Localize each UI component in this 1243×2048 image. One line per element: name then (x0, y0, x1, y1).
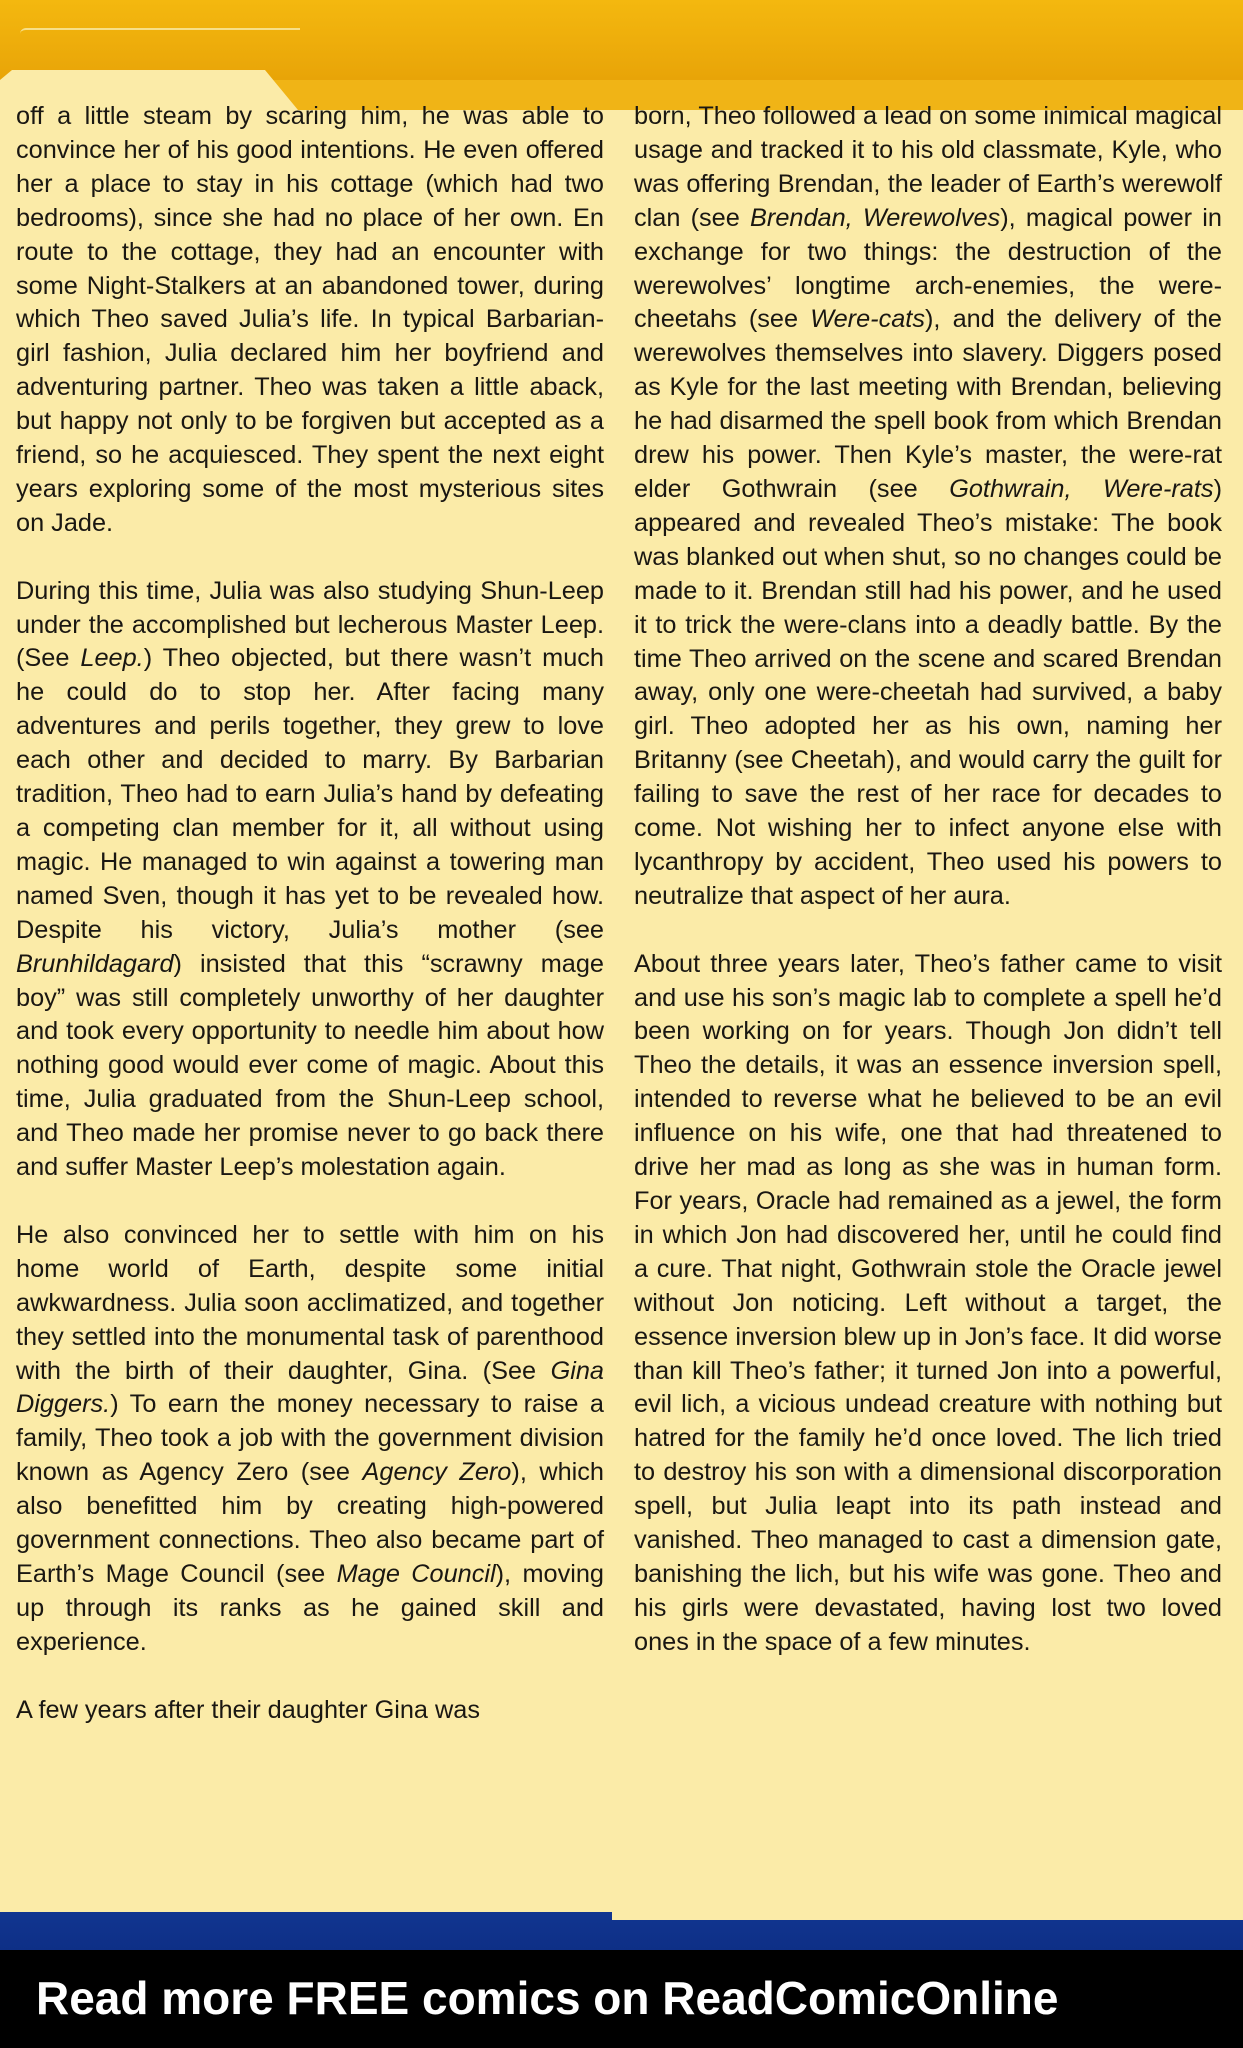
left-paragraph-4 (16, 1694, 604, 1728)
right-paragraph-1 (634, 100, 1222, 914)
text-run: ) insisted that this “scrawny mage boy” was still completely unworthy of her daughter and took every opportunity to needle him about how nothing good would ever come of magic. About this time, Julia graduated from the Shun-Leep school, and Theo made her promise never to go back there and suffer Master Leep’s molestation again. (16, 949, 604, 1182)
italic-reference: Gina Diggers. (16, 1356, 604, 1419)
text-run: born, Theo followed a lead on some inimical magical usage and tracked it to his old classmate, Kyle, who was offering Brendan, the leader of Earth’s werewolf clan (see (634, 102, 1222, 232)
italic-reference: Gothwrain, Were-rats (949, 474, 1214, 503)
text-run: A few years after their daughter Gina was (16, 1695, 481, 1724)
text-run: ), which also benefitted him by creating high-powered government connections. Theo also became part of Earth’s Mage Council (see (16, 1458, 605, 1588)
text-run: ) To earn the money necessary to raise a family, Theo took a job with the government division known as Agency Zero (see (16, 1390, 604, 1487)
italic-reference: Leep. (80, 644, 144, 673)
text-run: ) appeared and revealed Theo’s mistake: The book was blanked out when shut, so no changes could be made to it. Brendan still had his power, and he used it to trick the were-clans into a deadly battle. By the time Theo arrived on the scene and scared Brendan away, only one were-cheetah had survived, a baby girl. Theo adopted her as his own, naming her Britanny (see Cheetah), and would carry the guilt for failing to save the rest of her race for decades to come. Not wishing her to infect anyone else with lycanthropy by accident, Theo used his powers to neutralize that aspect of her aura. (634, 474, 1222, 910)
left-paragraph-3 (16, 1219, 604, 1660)
page-tab (20, 28, 300, 80)
italic-reference: Brendan, Werewolves (750, 203, 1001, 232)
left-column (16, 100, 604, 1727)
italic-reference: Brunhildagard (16, 949, 174, 978)
text-run: ), magical power in exchange for two things: the destruction of the werewolves’ longtime arch-enemies, the were-cheetahs (see (634, 203, 1222, 334)
right-column (634, 100, 1222, 1660)
italic-reference: Mage Council (336, 1559, 496, 1588)
text-run: ), and the delivery of the werewolves themselves into slavery. Diggers posed as Kyle for the last meeting with Brendan, believing he had disarmed the spell book from which Brendan drew his power. Then Kyle’s master, the were-rat elder Gothwrain (see (634, 305, 1223, 503)
italic-reference: Agency Zero (362, 1458, 512, 1487)
text-run: off a little steam by scaring him, he was able to convince her of his good intentions. He even offered her a place to stay in his cottage (which had two bedrooms), since she had no place of her own. En route to the cottage, they had an encounter with some Night-Stalkers at an abandoned tower, during which Theo saved Julia’s life. In typical Barbarian-girl fashion, Julia declared him her boyfriend and adventuring partner. Theo was taken a little aback, but happy not only to be forgiven but accepted as a friend, so he acquiesced. They spent the next eight years exploring some of the most mysterious sites on Jade. (16, 102, 604, 537)
text-run: He also convinced her to settle with him on his home world of Earth, despite some initial awkwardness. Julia soon acclimatized, and together they settled into the monumental task of parenthood with the birth of their daughter, Gina. (See (16, 1220, 604, 1385)
text-run: During this time, Julia was also studying Shun-Leep under the accomplished but lecherous Master Leep. (See (16, 576, 604, 673)
footer-banner-text[interactable]: Read more FREE comics on ReadComicOnline (36, 1972, 1059, 2024)
italic-reference: Were-cats (810, 305, 925, 334)
right-paragraph-2 (634, 948, 1222, 1660)
left-paragraph-1 (16, 100, 604, 541)
left-paragraph-2 (16, 575, 604, 1185)
text-run: About three years later, Theo’s father came to visit and use his son’s magic lab to complete a spell he’d been working on for years. Though Jon didn’t tell Theo the details, it was an essence inversion spell, intended to reverse what he believed to be an evil influence on his wife, one that had threatened to drive her mad as long as she was in human form. For years, Oracle had remained as a jewel, the form in which Jon had discovered her, until he could find a cure. That night, Gothwrain stole the Oracle jewel without Jon noticing. Left without a target, the essence inversion blew up in Jon’s face. It did worse than kill Theo’s father; it turned Jon into a powerful, evil lich, a vicious undead creature with nothing but hatred for the family he’d once loved. The lich tried to destroy his son with a dimensional discorporation spell, but Julia leapt into its path instead and vanished. Theo managed to cast a dimension gate, banishing the lich, but his wife was gone. Theo and his girls were devastated, having lost two loved ones in the space of a few minutes. (634, 949, 1222, 1656)
text-run: ), moving up through its ranks as he gained skill and experience. (16, 1559, 604, 1656)
text-run: ) Theo objected, but there wasn’t much he could do to stop her. After facing many adventures and perils together, they grew to love each other and decided to marry. By Barbarian tradition, Theo had to earn Julia’s hand by defeating a competing clan member for it, all without using magic. He managed to win against a towering man named Sven, though it has yet to be revealed how. Despite his victory, Julia’s mother (see (16, 644, 604, 944)
